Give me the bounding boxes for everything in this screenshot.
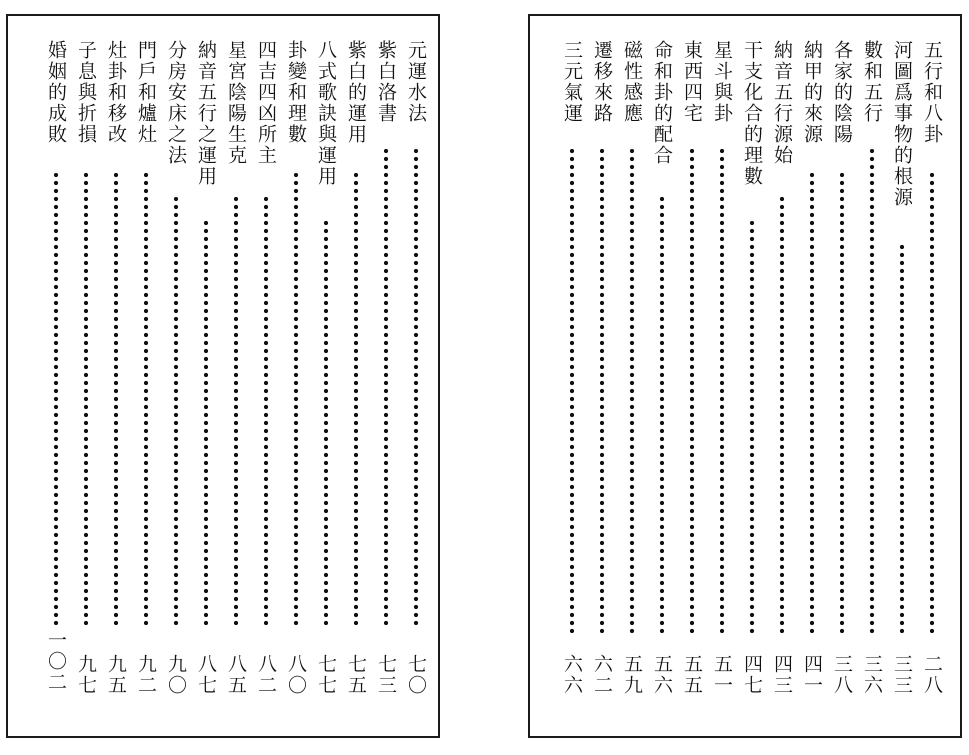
toc-entry-title: 紫白的運用 — [345, 40, 367, 145]
toc-entry-page: 三六 — [861, 654, 883, 696]
toc-entry — [344, 40, 368, 718]
dot-leader — [173, 196, 179, 628]
toc-entry — [194, 40, 218, 718]
dot-leader — [689, 148, 695, 636]
toc-entry-page: 四七 — [741, 654, 763, 696]
toc-entry-page: 七七 — [315, 654, 337, 696]
toc-entry — [164, 40, 188, 718]
toc-entry-title: 各家的陰陽 — [831, 40, 853, 145]
toc-entry-title: 納音五行源始 — [771, 40, 793, 166]
toc-entry — [620, 40, 644, 718]
toc-entry-page: 九五 — [105, 654, 127, 696]
dot-leader — [323, 220, 329, 628]
toc-entry-title: 八式歌訣與運用 — [315, 40, 337, 187]
toc-entry — [44, 40, 68, 718]
dot-leader — [413, 148, 419, 628]
toc-entry — [224, 40, 248, 718]
toc-entry-title: 分房安床之法 — [165, 40, 187, 166]
toc-entry-page: 七〇 — [405, 654, 427, 696]
dot-leader — [629, 148, 635, 636]
toc-entry-page: 五六 — [651, 654, 673, 696]
toc-entry-title: 五行和八卦 — [921, 40, 943, 145]
toc-entry-page: 三三 — [891, 654, 913, 696]
dot-leader — [203, 220, 209, 628]
dot-leader — [719, 148, 725, 636]
dot-leader — [113, 172, 119, 628]
toc-entry — [404, 40, 428, 718]
dot-leader — [809, 172, 815, 636]
dot-leader — [569, 148, 575, 636]
dot-leader — [779, 196, 785, 636]
toc-entry — [710, 40, 734, 718]
toc-entry-title: 納音五行之運用 — [195, 40, 217, 187]
toc-entry — [920, 40, 944, 718]
toc-entry — [560, 40, 584, 718]
toc-entry-title: 門戶和爐灶 — [135, 40, 157, 145]
toc-entry-title: 遷移來路 — [591, 40, 613, 124]
toc-entry-page: 八七 — [195, 654, 217, 696]
toc-entry-title: 納甲的來源 — [801, 40, 823, 145]
toc-entry-title: 干支化合的理數 — [741, 40, 763, 187]
toc-entry-title: 命和卦的配合 — [651, 40, 673, 166]
toc-entry — [860, 40, 884, 718]
toc-entry — [104, 40, 128, 718]
toc-entry — [254, 40, 278, 718]
toc-entry-page: 五九 — [621, 654, 643, 696]
dot-leader — [929, 172, 935, 636]
toc-entry-title: 婚姻的成敗 — [45, 40, 67, 145]
toc-entry-page: 六二 — [591, 654, 613, 696]
toc-entry — [590, 40, 614, 718]
toc-entry-page: 三八 — [831, 654, 853, 696]
toc-entry-page: 四一 — [801, 654, 823, 696]
toc-entry-title: 元運水法 — [405, 40, 427, 124]
toc-entry — [284, 40, 308, 718]
toc-entry-page: 九七 — [75, 654, 97, 696]
toc-entry-page: 八二 — [255, 654, 277, 696]
toc-entry — [830, 40, 854, 718]
toc-entry — [770, 40, 794, 718]
dot-leader — [383, 148, 389, 628]
toc-entry-title: 東西四宅 — [681, 40, 703, 124]
toc-entry — [740, 40, 764, 718]
toc-page-left — [6, 14, 440, 738]
dot-leader — [233, 196, 239, 628]
toc-entry-title: 數和五行 — [861, 40, 883, 124]
toc-entry-title: 磁性感應 — [621, 40, 643, 124]
toc-entry-page: 七五 — [345, 654, 367, 696]
toc-entry-page: 八〇 — [285, 654, 307, 696]
dot-leader — [53, 172, 59, 628]
toc-entry-title: 卦變和理數 — [285, 40, 307, 145]
dot-leader — [899, 244, 905, 636]
toc-entry-page: 四三 — [771, 654, 793, 696]
toc-entry — [800, 40, 824, 718]
dot-leader — [869, 148, 875, 636]
toc-entry-title: 子息與折損 — [75, 40, 97, 145]
toc-entry — [74, 40, 98, 718]
dot-leader — [353, 172, 359, 628]
toc-entry-title: 紫白洛書 — [375, 40, 397, 124]
toc-entry-page: 五一 — [711, 654, 733, 696]
toc-entry-title: 灶卦和移改 — [105, 40, 127, 145]
toc-entry-page: 六六 — [561, 654, 583, 696]
toc-entry-page: 七三 — [375, 654, 397, 696]
toc-entry-title: 三元氣運 — [561, 40, 583, 124]
toc-entry-page: 二八 — [921, 654, 943, 696]
toc-entry-title: 四吉四凶所主 — [255, 40, 277, 166]
dot-leader — [143, 172, 149, 628]
toc-entry-page: 九二 — [135, 654, 157, 696]
toc-entry-page: 九〇 — [165, 654, 187, 696]
toc-entry — [890, 40, 914, 718]
toc-entry-title: 星斗與卦 — [711, 40, 733, 124]
dot-leader — [749, 220, 755, 636]
toc-entry-page: 八五 — [225, 654, 247, 696]
toc-entry-title: 星宮陰陽生克 — [225, 40, 247, 166]
dot-leader — [83, 172, 89, 628]
toc-entry — [374, 40, 398, 718]
toc-entry — [680, 40, 704, 718]
toc-entry-page: 五五 — [681, 654, 703, 696]
toc-entry — [650, 40, 674, 718]
toc-entry — [134, 40, 158, 718]
toc-page-right — [528, 14, 962, 738]
dot-leader — [263, 196, 269, 628]
dot-leader — [839, 172, 845, 636]
dot-leader — [293, 172, 299, 628]
toc-entry-title: 河圖爲事物的根源 — [891, 40, 913, 208]
toc-entry — [314, 40, 338, 718]
toc-entry-page: 一〇二 — [45, 630, 67, 693]
dot-leader — [599, 148, 605, 636]
dot-leader — [659, 196, 665, 636]
